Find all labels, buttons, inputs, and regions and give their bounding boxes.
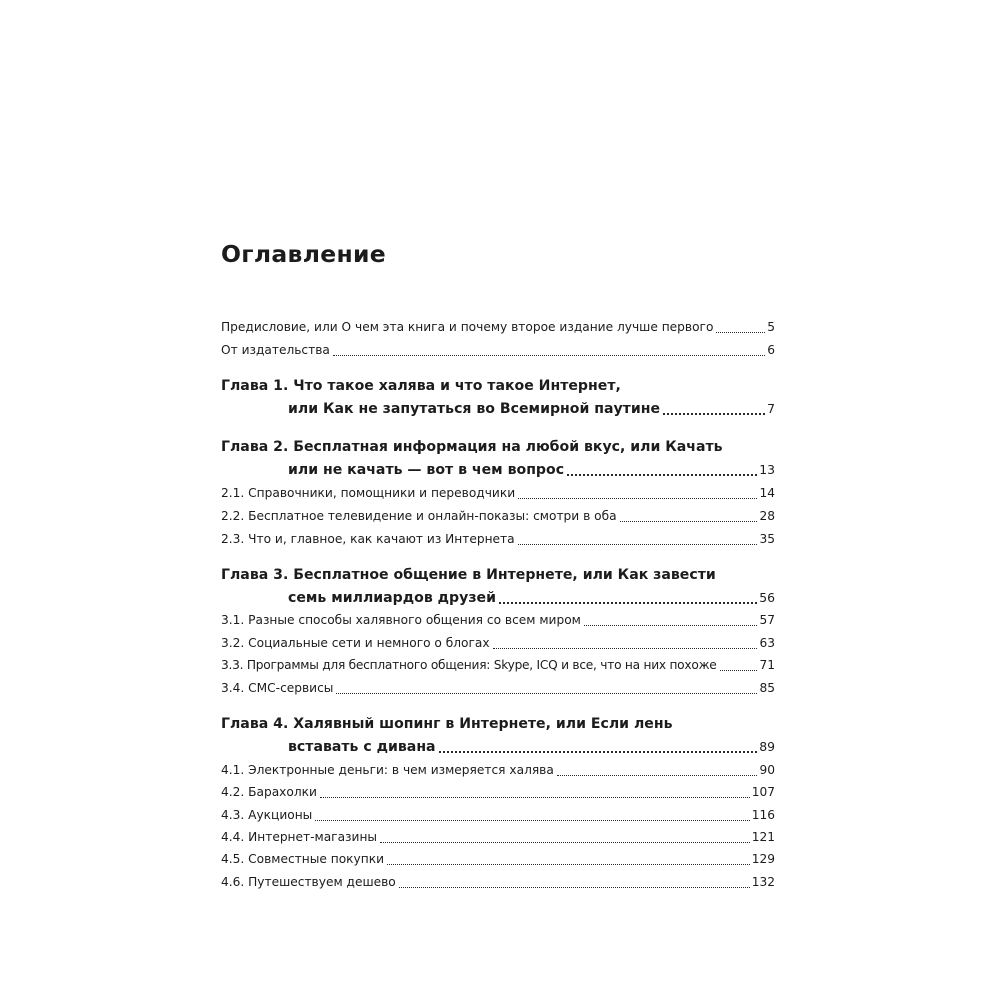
dot-leader: [720, 670, 758, 671]
toc-section-4-5: [221, 848, 775, 870]
toc-chapter-3-subtitle: [221, 587, 775, 609]
page-title: Оглавление: [221, 240, 386, 268]
toc-entry-text: 2.1. Справочники, помощники и переводчики: [221, 486, 516, 500]
toc-page-number: 5: [767, 320, 775, 334]
toc-page-number: 35: [759, 532, 775, 546]
dot-leader: [518, 498, 757, 499]
dot-leader: [493, 648, 758, 649]
toc-chapter-2-subtitle: [221, 459, 775, 481]
toc-chapter-text: Глава 4. Халявный шопинг в Интернете, или Если лень: [221, 716, 673, 732]
dot-leader: [336, 693, 757, 694]
dot-leader: [399, 887, 750, 888]
dot-leader: [584, 625, 758, 626]
toc-page-number: 28: [759, 509, 775, 523]
toc-section-2-2: [221, 505, 775, 527]
toc-page-number: 132: [751, 875, 775, 889]
toc-chapter-text: Глава 3. Бесплатное общение в Интернете, или Как завести: [221, 567, 716, 583]
toc-page-number: 63: [759, 636, 775, 650]
toc-chapter-3-heading: [221, 564, 775, 586]
toc-page-number: 85: [759, 681, 775, 695]
toc-section-2-1: [221, 482, 775, 504]
toc-section-4-3: [221, 804, 775, 826]
dot-leader: [439, 751, 758, 753]
toc-page-number: 121: [751, 830, 775, 844]
toc-entry-text: 4.3. Аукционы: [221, 808, 313, 822]
toc-page-number: 89: [759, 739, 775, 754]
toc-page-number: 116: [751, 808, 775, 822]
toc-entry-text: 3.4. СМС-сервисы: [221, 681, 334, 695]
toc-section-3-4: [221, 677, 775, 699]
toc-chapter-4-heading: [221, 713, 775, 735]
toc-page-number: 107: [751, 785, 775, 799]
toc-chapter-1-heading: [221, 375, 775, 397]
toc-section-4-6: [221, 871, 775, 893]
toc-entry-text: 2.3. Что и, главное, как качают из Интернета: [221, 532, 515, 546]
toc-chapter-text: Глава 2. Бесплатная информация на любой вкус, или Качать: [221, 439, 723, 455]
toc-entry-text: 4.6. Путешествуем дешево: [221, 875, 396, 889]
dot-leader: [620, 521, 758, 522]
toc-page-number: 14: [759, 486, 775, 500]
dot-leader: [518, 544, 758, 545]
toc-entry-text: 2.2. Бесплатное телевидение и онлайн-показы: смотри в оба: [221, 509, 617, 523]
toc-entry-text: 4.4. Интернет-магазины: [221, 830, 378, 844]
toc-chapter-2-heading: [221, 436, 775, 458]
toc-page-number: 56: [759, 590, 775, 605]
toc-page-number: 7: [767, 401, 775, 416]
dot-leader: [567, 474, 757, 476]
toc-section-3-3: [221, 654, 775, 676]
toc-section-2-3: [221, 528, 775, 550]
toc-chapter-text: семь миллиардов друзей: [288, 590, 496, 606]
toc-entry-text: 3.2. Социальные сети и немного о блогах: [221, 636, 490, 650]
dot-leader: [557, 775, 758, 776]
toc-entry-text: 4.5. Совместные покупки: [221, 852, 384, 866]
toc-page-number: 129: [751, 852, 775, 866]
dot-leader: [387, 864, 750, 865]
toc-entry-text: 4.2. Барахолки: [221, 785, 317, 799]
toc-section-4-2: [221, 781, 775, 803]
toc-entry-text: От издательства: [221, 343, 330, 357]
toc-chapter-text: или Как не запутаться во Всемирной паутине: [288, 401, 661, 417]
toc-page-number: 13: [759, 462, 775, 477]
dot-leader: [499, 602, 757, 604]
dot-leader: [320, 797, 750, 798]
toc-chapter-4-subtitle: [221, 736, 775, 758]
dot-leader: [663, 413, 765, 415]
toc-entry-text: 4.1. Электронные деньги: в чем измеряется халява: [221, 763, 554, 777]
toc-chapter-text: вставать с дивана: [288, 739, 436, 755]
toc-entry-text: Предисловие, или О чем эта книга и почему второе издание лучше первого: [221, 320, 714, 334]
toc-page-number: 57: [759, 613, 775, 627]
dot-leader: [333, 355, 765, 356]
dot-leader: [380, 842, 750, 843]
toc-page-number: 6: [767, 343, 775, 357]
dot-leader: [315, 820, 749, 821]
toc-page-number: 71: [759, 658, 775, 672]
toc-entry-text: 3.3. Программы для бесплатного общения: Skype, ICQ и все, что на них похоже: [221, 658, 717, 672]
toc-section-4-4: [221, 826, 775, 848]
dot-leader: [716, 332, 765, 333]
toc-entry-preface: [221, 316, 775, 338]
toc-section-4-1: [221, 759, 775, 781]
toc-entry-publisher: [221, 339, 775, 361]
toc-section-3-2: [221, 632, 775, 654]
toc-chapter-1-subtitle: [221, 398, 775, 420]
toc-entry-text: 3.1. Разные способы халявного общения со всем миром: [221, 613, 581, 627]
toc-page-number: 90: [759, 763, 775, 777]
toc-section-3-1: [221, 609, 775, 631]
toc-chapter-text: Глава 1. Что такое халява и что такое Интернет,: [221, 378, 621, 394]
toc-chapter-text: или не качать — вот в чем вопрос: [288, 462, 565, 478]
